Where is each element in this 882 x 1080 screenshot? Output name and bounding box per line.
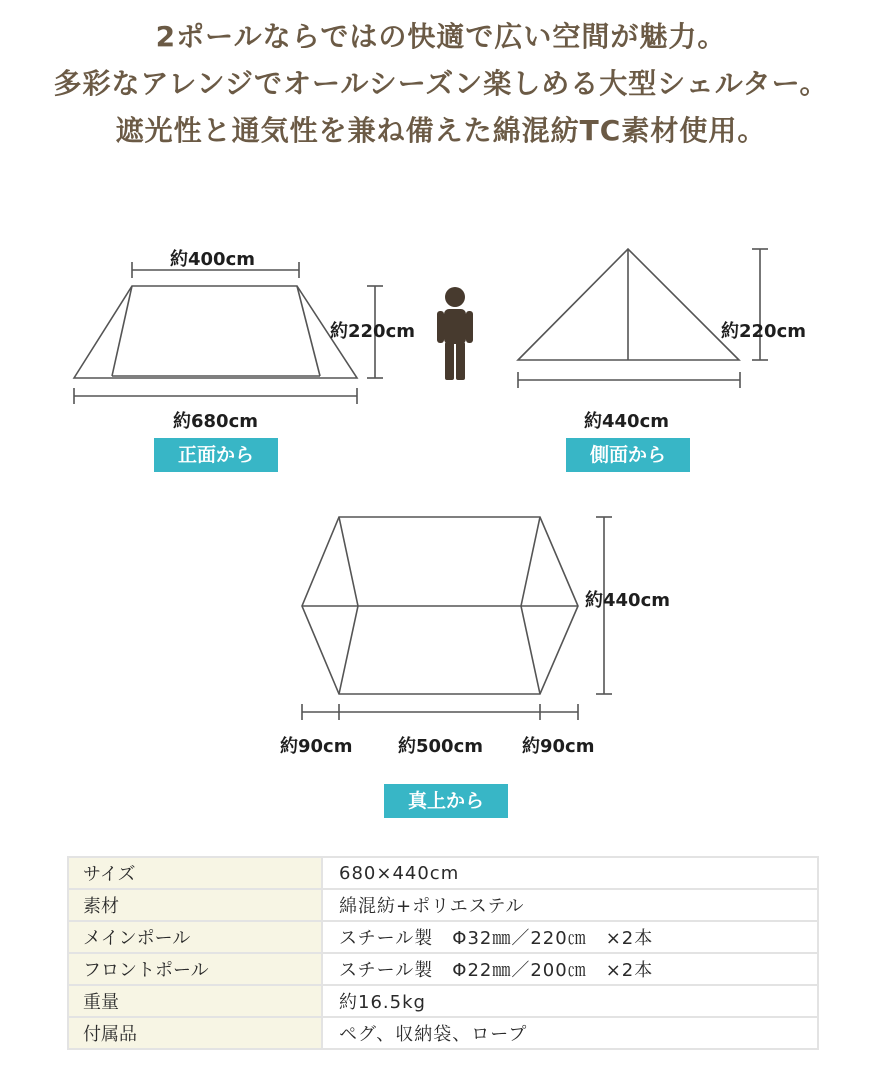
- side-height-dimension: [752, 249, 768, 360]
- front-view-label: 正面から: [154, 438, 278, 472]
- side-view-label: 側面から: [566, 438, 690, 472]
- top-left-extension-label: 約90cm: [280, 736, 353, 757]
- headline-2: 多彩なアレンジでオールシーズン楽しめる大型シェルター。: [53, 67, 829, 100]
- side-height-label: 約220cm: [721, 321, 806, 342]
- table-row: [68, 889, 818, 921]
- table-row: [68, 857, 818, 889]
- table-row: [68, 953, 818, 985]
- front-top-width-label: 約400cm: [170, 249, 255, 270]
- spec-value: ペグ、収納袋、ロープ: [322, 1017, 818, 1049]
- spec-value: 約16.5kg: [322, 985, 818, 1017]
- headline-1: 2ポールならではの快適で広い空間が魅力。: [155, 20, 727, 53]
- spec-value: 680×440cm: [322, 857, 818, 889]
- spec-key: サイズ: [68, 857, 322, 889]
- top-view-tent: [302, 517, 578, 694]
- top-length-dimension: [302, 704, 578, 720]
- spec-key: 付属品: [68, 1017, 322, 1049]
- table-row: [68, 921, 818, 953]
- table-row: [68, 985, 818, 1017]
- spec-key: 重量: [68, 985, 322, 1017]
- front-view-tent: [74, 286, 357, 378]
- spec-value: 綿混紡+ポリエステル: [322, 889, 818, 921]
- top-middle-length-label: 約500cm: [398, 736, 483, 757]
- headline-3: 遮光性と通気性を兼ね備えた綿混紡TC素材使用。: [115, 114, 767, 147]
- front-height-label: 約220cm: [330, 321, 415, 342]
- side-view-tent: [518, 249, 739, 360]
- spec-value: スチール製 Φ22㎜／200㎝ ×2本: [322, 953, 818, 985]
- side-width-label: 約440cm: [584, 411, 669, 432]
- top-view-label: 真上から: [384, 784, 508, 818]
- person-silhouette-icon: [437, 287, 473, 380]
- top-right-extension-label: 約90cm: [522, 736, 595, 757]
- spec-key: 素材: [68, 889, 322, 921]
- table-row: [68, 1017, 818, 1049]
- spec-key: フロントポール: [68, 953, 322, 985]
- spec-table: [67, 856, 819, 1050]
- front-bottom-width-dimension: [74, 388, 357, 404]
- spec-key: メインポール: [68, 921, 322, 953]
- front-bottom-width-label: 約680cm: [173, 411, 258, 432]
- spec-value: スチール製 Φ32㎜／220㎝ ×2本: [322, 921, 818, 953]
- top-depth-label: 約440cm: [585, 590, 670, 611]
- side-width-dimension: [518, 372, 740, 388]
